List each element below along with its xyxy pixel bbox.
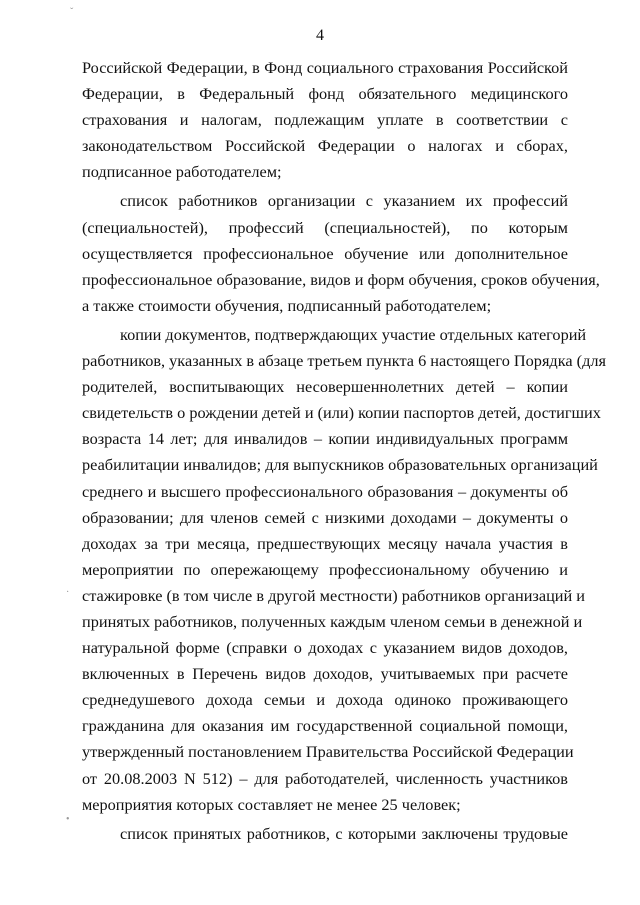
text-line: Федерации, в Федеральный фонд обязательного медицинского	[82, 84, 568, 104]
text-line: осуществляется профессиональное обучение или дополнительное	[82, 243, 568, 263]
text-line: от 20.08.2003 N 512) – для работодателей, численность участников	[82, 768, 568, 788]
text-line: включенных в Перечень видов доходов, учитываемых при расчете	[82, 664, 568, 684]
text-line: среднедушевого дохода семьи и дохода одиноко проживающего	[82, 690, 568, 710]
text-line: свидетельств о рождении детей и (или) копии паспортов детей, достигших	[82, 403, 601, 423]
text-line: (специальностей), профессий (специальностей), по которым	[82, 217, 568, 237]
scan-mark: ˇ	[70, 7, 74, 18]
text-line: а также стоимости обучения, подписанный работодателем;	[82, 295, 492, 315]
text-line: работников, указанных в абзаце третьем пункта 6 настоящего Порядка (для	[82, 351, 606, 371]
text-line: возраста 14 лет; для инвалидов – копии индивидуальных программ	[82, 429, 568, 449]
text-line: страхования и налогам, подлежащим уплате в соответствии с	[82, 110, 568, 130]
text-line: законодательством Российской Федерации о налогах и сборах,	[82, 136, 568, 156]
text-line: родителей, воспитывающих несовершеннолетних детей – копии	[82, 377, 568, 397]
text-line: натуральной форме (справки о доходах с указанием видов доходов,	[82, 638, 568, 658]
text-line: подписанное работодателем;	[82, 162, 282, 182]
document-body	[82, 55, 606, 850]
text-line: реабилитации инвалидов; для выпускников образовательных организаций	[82, 455, 598, 475]
text-line: мероприятия которых составляет не менее 25 человек;	[82, 794, 461, 814]
text-line: утвержденный постановлением Правительства Российской Федерации	[82, 742, 574, 762]
page-number: 4	[316, 27, 324, 44]
text-line: образовании; для членов семей с низкими доходами – документы о	[82, 507, 568, 527]
text-line: доходах за три месяца, предшествующих месяцу начала участия в	[82, 533, 568, 553]
text-line: мероприятии по опережающему профессиональному обучению и	[82, 559, 568, 579]
paragraph-4	[82, 821, 568, 847]
text-line: принятых работников, полученных каждым членом семьи в денежной и	[82, 611, 583, 631]
text-line: копии документов, подтверждающих участие отдельных категорий	[120, 324, 587, 344]
text-line: список принятых работников, с которыми заключены трудовые	[120, 823, 568, 843]
scan-mark: •	[66, 814, 70, 825]
scan-mark: ·	[66, 587, 70, 598]
text-line: стажировке (в том числе в другой местности) работников организаций и	[82, 585, 586, 605]
text-line: список работников организации с указанием их профессий	[120, 191, 568, 211]
paragraph-1	[82, 55, 568, 185]
text-line: Российской Федерации, в Фонд социального страхования Российской	[82, 58, 568, 77]
text-line: среднего и высшего профессионального образования – документы об	[82, 481, 568, 501]
text-line: гражданина для оказания им государственной социальной помощи,	[82, 716, 568, 736]
paragraph-3	[82, 322, 606, 818]
text-line: профессиональное образование, видов и форм обучения, сроков обучения,	[82, 269, 600, 289]
paragraph-2	[82, 188, 600, 318]
